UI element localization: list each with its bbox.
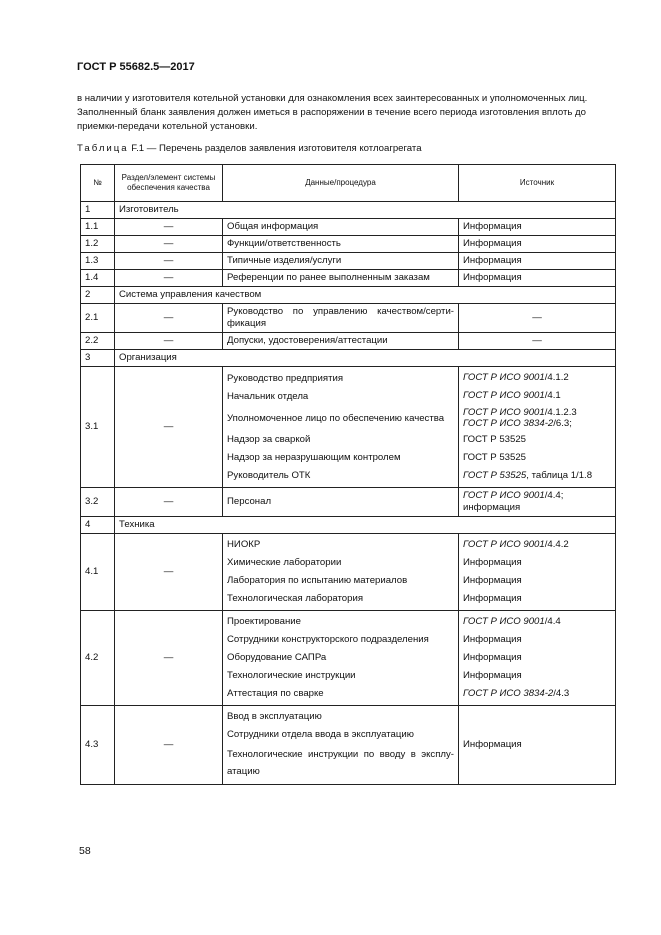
header-data: Данные/процедура: [223, 165, 459, 202]
header-element: Раздел/элемент системы обеспечения качества: [115, 165, 223, 202]
intro-paragraph: [77, 92, 617, 134]
table-header-row: [81, 165, 616, 202]
data-line: Проектирование: [227, 616, 301, 627]
table-row: [81, 488, 616, 517]
data-line: НИОКР: [227, 539, 261, 550]
data-cell: Персонал: [223, 488, 459, 517]
data-line: Химические лаборатории: [227, 557, 342, 568]
element-cell: —: [115, 236, 223, 253]
data-line: Технологическая лаборатория: [227, 593, 364, 604]
table-row: [81, 236, 616, 253]
data-line: Начальник отдела: [227, 390, 309, 402]
source-line: Информация: [463, 634, 522, 645]
table-row: [81, 270, 616, 287]
section-title: Организация: [115, 350, 616, 367]
row-num: 1: [81, 202, 115, 219]
table-row: [81, 304, 616, 333]
source-line: ГОСТ Р 53525: [463, 434, 526, 445]
row-num: 3.2: [81, 488, 115, 517]
source-line: ГОСТ Р ИСО 9001/4.1: [463, 390, 561, 401]
source-line: ГОСТ Р ИСО 3834-2/4.3: [463, 688, 570, 699]
data-line: фикация: [227, 318, 267, 329]
data-cell: Функции/ответственность: [223, 236, 459, 253]
data-line: Уполномоченное лицо по обеспечению качества: [227, 412, 445, 424]
data-line: Руководство предприятия: [227, 372, 344, 384]
source-line: ГОСТ Р ИСО 9001/4.4.2: [463, 539, 569, 550]
caption-id: F.1: [131, 143, 145, 154]
data-line: Аттестация по сварке: [227, 688, 324, 699]
row-num: 3: [81, 350, 115, 367]
source-line: Информация: [463, 593, 522, 604]
data-cell: [223, 304, 459, 333]
data-cell: Допуски, удостоверения/аттестации: [223, 333, 459, 350]
element-cell: —: [115, 706, 223, 785]
source-cell: [459, 534, 616, 611]
data-cell: Референции по ранее выполненным заказам: [223, 270, 459, 287]
row-num: 4.1: [81, 534, 115, 611]
sections-table: [80, 164, 616, 785]
data-line: Надзор за неразрушающим контролем: [227, 451, 401, 463]
data-line: Сотрудники отдела ввода в эксплуатацию: [227, 729, 414, 740]
data-cell: Типичные изделия/услуги: [223, 253, 459, 270]
row-num: 2: [81, 287, 115, 304]
source-cell: —: [459, 333, 616, 350]
element-cell: —: [115, 304, 223, 333]
source-cell: —: [459, 304, 616, 333]
source-line: ГОСТ Р 53525, таблица 1/1.8: [463, 470, 593, 481]
source-line: Информация: [463, 652, 522, 663]
source-line: ГОСТ Р ИСО 9001/4.1.2.3 ГОСТ Р ИСО 3834-2/6.3;: [463, 407, 577, 429]
data-cell: [223, 367, 459, 488]
data-line: Руководитель ОТК: [227, 469, 311, 481]
data-line: Лаборатория по испытанию материалов: [227, 575, 408, 586]
intro-line: Заполненный бланк заявления должен иметься в распоряжении в течение всего периода изготовления вплоть до: [77, 107, 586, 118]
data-cell: Общая информация: [223, 219, 459, 236]
row-num: 1.2: [81, 236, 115, 253]
data-cell: [223, 534, 459, 611]
data-line: Надзор за сваркой: [227, 433, 311, 445]
data-line: Технологические инструкции по вводу в эксплу- атацию: [227, 749, 454, 777]
caption-text: — Перечень разделов заявления изготовителя котлоагрегата: [146, 143, 422, 154]
source-cell: Информация: [459, 219, 616, 236]
source-cell: [459, 611, 616, 706]
section-title: Система управления качеством: [115, 287, 616, 304]
row-num: 4.2: [81, 611, 115, 706]
element-cell: —: [115, 219, 223, 236]
element-cell: —: [115, 488, 223, 517]
data-cell: [223, 706, 459, 785]
data-cell: [223, 611, 459, 706]
row-num: 1.3: [81, 253, 115, 270]
table-row: [81, 287, 616, 304]
header-num: №: [81, 165, 115, 202]
data-line: Технологические инструкции: [227, 670, 356, 681]
row-num: 2.1: [81, 304, 115, 333]
element-cell: —: [115, 333, 223, 350]
header-source: Источник: [459, 165, 616, 202]
row-num: 4: [81, 517, 115, 534]
source-cell: Информация: [459, 270, 616, 287]
table-row: [81, 202, 616, 219]
element-cell: —: [115, 270, 223, 287]
source-line: ГОСТ Р ИСО 9001/4.1.2: [463, 372, 569, 383]
table-row: [81, 534, 616, 611]
table-row: [81, 333, 616, 350]
source-line: Информация: [463, 557, 522, 568]
row-num: 2.2: [81, 333, 115, 350]
intro-line: в наличии у изготовителя котельной установки для ознакомления всех заинтересованных и уполномоченных лиц.: [77, 93, 588, 104]
caption-label: Таблица: [77, 143, 129, 154]
page-number: 58: [79, 845, 91, 857]
source-line: Информация: [463, 575, 522, 586]
section-title: Техника: [115, 517, 616, 534]
table-row: [81, 611, 616, 706]
table-row: [81, 253, 616, 270]
data-line: Руководство по управлению качеством/серти-: [227, 306, 454, 317]
element-cell: —: [115, 367, 223, 488]
table-row: [81, 706, 616, 785]
table-row: [81, 219, 616, 236]
data-line: Оборудование САПРа: [227, 652, 327, 663]
table-row: [81, 517, 616, 534]
element-cell: —: [115, 253, 223, 270]
source-line: Информация: [463, 670, 522, 681]
source-cell: Информация: [459, 706, 616, 785]
source-cell: ГОСТ Р ИСО 9001/4.4; информация: [459, 488, 616, 517]
source-cell: [459, 367, 616, 488]
element-cell: —: [115, 611, 223, 706]
element-cell: —: [115, 534, 223, 611]
table-row: [81, 367, 616, 488]
data-line: Сотрудники конструкторского подразделения: [227, 634, 429, 645]
row-num: 1.1: [81, 219, 115, 236]
row-num: 3.1: [81, 367, 115, 488]
document-header: ГОСТ Р 55682.5—2017: [77, 61, 195, 73]
intro-line: приемки-передачи котельной установки.: [77, 121, 258, 132]
source-cell: Информация: [459, 253, 616, 270]
table-caption: [77, 143, 422, 154]
row-num: 4.3: [81, 706, 115, 785]
row-num: 1.4: [81, 270, 115, 287]
source-line: ГОСТ Р 53525: [463, 452, 526, 463]
section-title: Изготовитель: [115, 202, 616, 219]
source-cell: Информация: [459, 236, 616, 253]
table-row: [81, 350, 616, 367]
source-line: ГОСТ Р ИСО 9001/4.4: [463, 616, 561, 627]
data-line: Ввод в эксплуатацию: [227, 711, 322, 722]
